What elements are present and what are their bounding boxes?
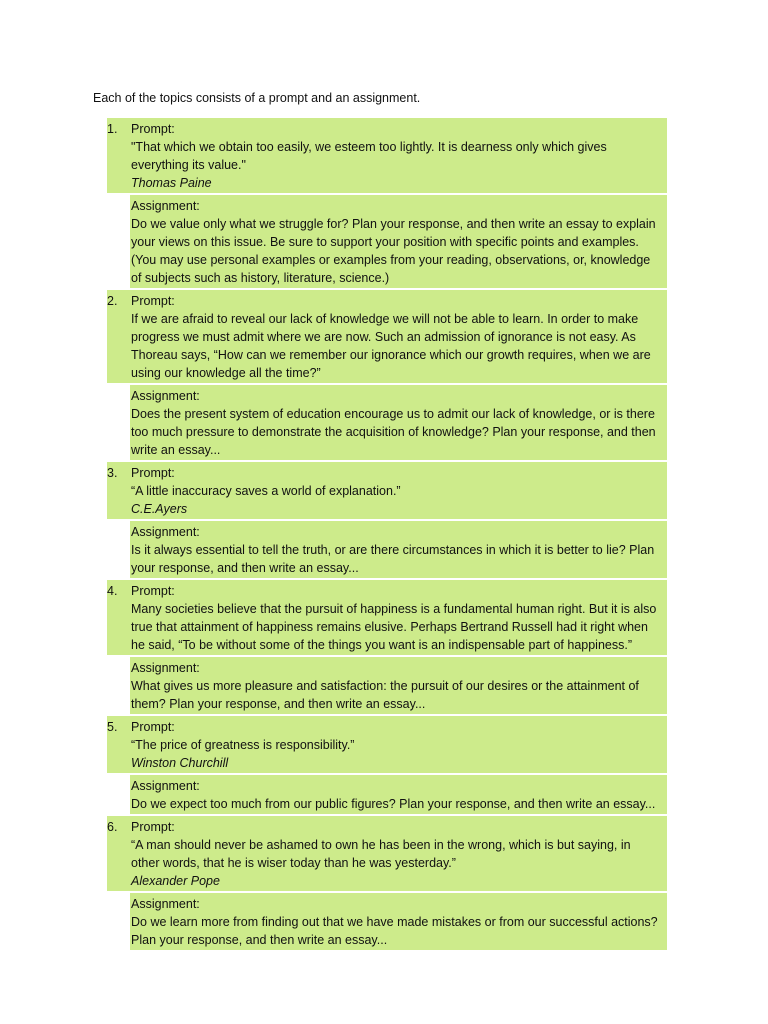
prompt-block (107, 118, 667, 193)
assignment-text: Do we value only what we struggle for? Plan your response, and then write an essay to explain your views on this issue. Be sure to support your position with specific points and examples. (You may use personal examples or examples from your reading, observations, or, knowledge of subjects such as history, literature, science.) (131, 217, 656, 285)
assignment-text: Is it always essential to tell the truth, or are there circumstances in which it is better to lie? Plan your response, and then write an essay... (131, 543, 655, 575)
topic-number: 2. (107, 294, 118, 308)
assignment-text: Do we expect too much from our public figures? Plan your response, and then write an essay... (131, 797, 656, 811)
prompt-label: Prompt: (131, 294, 175, 308)
topic-4 (107, 580, 667, 714)
prompt-text: If we are afraid to reveal our lack of knowledge we will not be able to learn. In order to make progress we must admit where we are now. Such an admission of ignorance is not easy. As Thoreau says, “How can we remember our ignorance which our growth requires, when we are using our knowledge all the time?” (131, 312, 651, 380)
prompt-author: Winston Churchill (131, 756, 229, 770)
assignment-block (130, 657, 667, 714)
assignment-label: Assignment: (131, 199, 200, 213)
assignment-text: Do we learn more from finding out that we have made mistakes or from our successful actions? Plan your response, and then write an essay... (131, 915, 658, 947)
assignment-label: Assignment: (131, 389, 200, 403)
assignment-block (130, 893, 667, 950)
prompt-text: “A man should never be ashamed to own he has been in the wrong, which is but saying, in other words, that he is wiser today than he was yesterday.” (131, 838, 631, 870)
prompt-text: Many societies believe that the pursuit of happiness is a fundamental human right. But it is also true that attainment of happiness remains elusive. Perhaps Bertrand Russell had it right when he said, “To be without some of the things you want is an indispensable part of happiness.” (131, 602, 657, 652)
prompt-label: Prompt: (131, 820, 175, 834)
topic-number: 1. (107, 122, 118, 136)
topic-number: 4. (107, 584, 118, 598)
prompt-author: C.E.Ayers (131, 502, 188, 516)
intro-text: Each of the topics consists of a prompt and an assignment. (93, 91, 421, 105)
prompt-text: "That which we obtain too easily, we esteem too lightly. It is dearness only which gives everything its value." (131, 140, 607, 172)
assignment-label: Assignment: (131, 661, 200, 675)
topic-3 (107, 462, 667, 578)
assignment-block (130, 775, 667, 814)
assignment-block (130, 195, 667, 288)
prompt-block (107, 462, 667, 519)
topic-number: 5. (107, 720, 118, 734)
topic-1 (107, 118, 667, 288)
assignment-text: Does the present system of education encourage us to admit our lack of knowledge, or is there too much pressure to demonstrate the acquisition of knowledge? Plan your response, and then write an essay... (131, 407, 656, 457)
prompt-label: Prompt: (131, 584, 175, 598)
prompt-text: “The price of greatness is responsibility.” (131, 738, 355, 752)
topic-list (107, 118, 667, 952)
prompt-label: Prompt: (131, 122, 175, 136)
topic-number: 6. (107, 820, 118, 834)
prompt-label: Prompt: (131, 466, 175, 480)
prompt-block (107, 580, 667, 655)
prompt-author: Thomas Paine (131, 176, 212, 190)
prompt-block (107, 290, 667, 383)
prompt-label: Prompt: (131, 720, 175, 734)
prompt-text: “A little inaccuracy saves a world of explanation.” (131, 484, 401, 498)
topic-2 (107, 290, 667, 460)
prompt-block (107, 716, 667, 773)
assignment-block (130, 521, 667, 578)
prompt-author: Alexander Pope (131, 874, 220, 888)
assignment-block (130, 385, 667, 460)
assignment-text: What gives us more pleasure and satisfaction: the pursuit of our desires or the attainment of them? Plan your response, and then write an essay... (131, 679, 639, 711)
assignment-label: Assignment: (131, 897, 200, 911)
prompt-block (107, 816, 667, 891)
topic-number: 3. (107, 466, 118, 480)
assignment-label: Assignment: (131, 525, 200, 539)
topic-5 (107, 716, 667, 814)
topic-6 (107, 816, 667, 950)
assignment-label: Assignment: (131, 779, 200, 793)
